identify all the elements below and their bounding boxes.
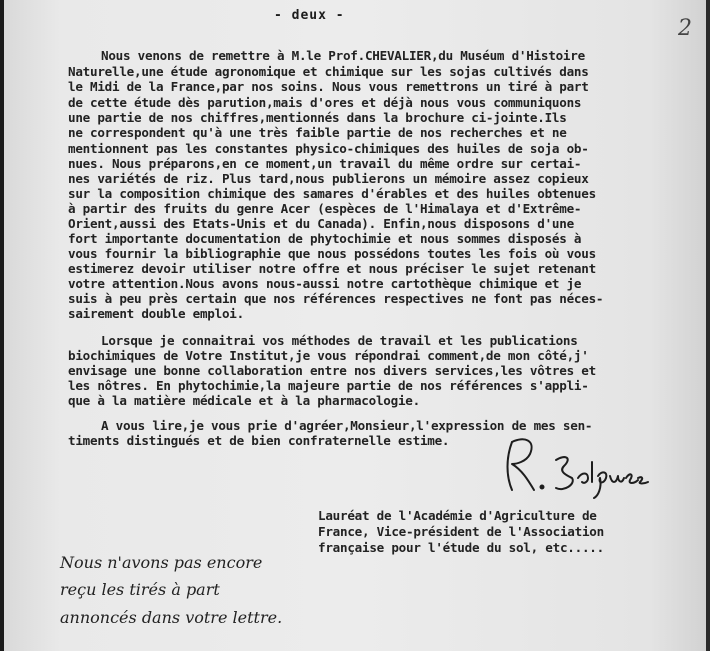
text-line: biochimiques de Votre Institut,je vous répondrai comment,de mon côté,j' bbox=[68, 348, 589, 363]
text-line: une partie de nos chiffres,mentionnés dans la brochure ci-jointe.Ils bbox=[68, 110, 567, 125]
letter-page bbox=[4, 0, 706, 651]
text-line: que à la matière médicale et à la pharmacologie. bbox=[68, 393, 420, 408]
text-line: sur la composition chimique des samares d'érables et des huiles obtenues bbox=[68, 186, 596, 201]
text-line: Orient,aussi des Etats-Unis et du Canada). Enfin,nous disposons d'une bbox=[68, 216, 574, 231]
page-number: 2 bbox=[678, 16, 692, 41]
text-line: timents distingués et de bien confraternelle estime. bbox=[68, 433, 450, 448]
handwritten-line: reçu les tirés à part bbox=[60, 580, 220, 599]
handwritten-line: Nous n'avons pas encore bbox=[60, 553, 263, 572]
text-line: à partir des fruits du genre Acer (espèces de l'Himalaya et d'Extrême- bbox=[68, 201, 582, 216]
text-line: Lorsque je connaitrai vos méthodes de travail et les publications bbox=[101, 333, 578, 348]
text-line: sairement double emploi. bbox=[68, 306, 244, 321]
text-line: vous fournir la bibliographie que nous possédons toutes les fois où vous bbox=[68, 246, 596, 261]
text-line: votre attention.Nous avons nous-aussi notre cartothèque chimique et je bbox=[68, 276, 582, 291]
text-line: les nôtres. En phytochimie,la majeure partie de nos références s'appli- bbox=[68, 378, 589, 393]
credentials-line: française pour l'étude du sol, etc..... bbox=[318, 540, 604, 555]
text-line: A vous lire,je vous prie d'agréer,Monsieur,l'expression de mes sen- bbox=[101, 418, 593, 433]
text-line: nes variétés de riz. Plus tard,nous publierons un mémoire assez copieux bbox=[68, 171, 589, 186]
text-line: de cette étude dès parution,mais d'ores et déjà nous vous communiquons bbox=[68, 95, 582, 110]
handwritten-signature bbox=[498, 432, 658, 502]
text-line: envisage une bonne collaboration entre nos divers services,les vôtres et bbox=[68, 363, 596, 378]
credentials-line: Lauréat de l'Académie d'Agriculture de bbox=[318, 508, 597, 523]
text-line: fort importante documentation de phytochimie et nous sommes disposés à bbox=[68, 231, 582, 246]
credentials-line: France, Vice-président de l'Association bbox=[318, 524, 604, 539]
handwritten-line: annoncés dans votre lettre. bbox=[60, 608, 283, 627]
text-line: ne correspondent qu'à une très faible partie de nos recherches et ne bbox=[68, 125, 567, 140]
text-line: nues. Nous préparons,en ce moment,un travail du même ordre sur certai- bbox=[68, 156, 582, 171]
text-line: Nous venons de remettre à M.le Prof.CHEVALIER,du Muséum d'Histoire bbox=[101, 48, 585, 63]
text-line: suis à peu près certain que nos références respectives ne font pas néces- bbox=[68, 291, 604, 306]
text-line: le Midi de la France,par nos soins. Nous vous remettrons un tiré à part bbox=[68, 79, 589, 94]
page-header: - deux - bbox=[274, 8, 345, 23]
text-line: estimerez devoir utiliser notre offre et nous préciser le sujet retenant bbox=[68, 261, 596, 276]
text-line: Naturelle,une étude agronomique et chimique sur les sojas cultivés dans bbox=[68, 64, 589, 79]
text-line: mentionnent pas les constantes physico-chimiques des huiles de soja ob- bbox=[68, 141, 589, 156]
